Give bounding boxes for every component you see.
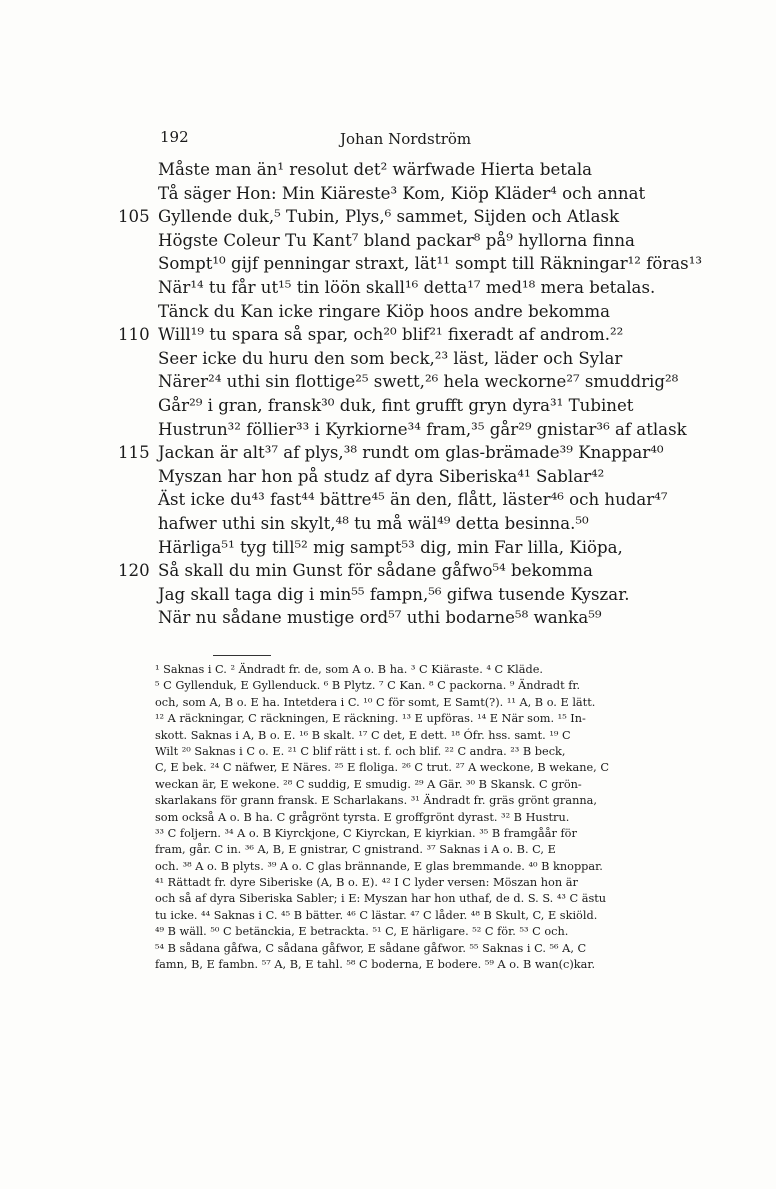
footnote-line: och så af dyra Siberiska Sabler; i E: Myszan har hon uthaf, de d. S. S. ⁴³ C ästu	[155, 892, 607, 906]
line-text: Måste man än¹ resolut det² wärfwade Hierta betala	[158, 160, 593, 179]
poem-line	[0, 252, 776, 276]
poem-line	[0, 300, 776, 324]
line-number: 115	[118, 443, 150, 463]
poem-line	[0, 182, 776, 206]
line-text: Härliga⁵¹ tyg till⁵² mig sampt⁵³ dig, min Far lilla, Kiöpa,	[158, 537, 623, 557]
footnote-line: C, E bek. ²⁴ C näfwer, E Näres. ²⁵ E floliga. ²⁶ C trut. ²⁷ A weckone, B wekane, C	[155, 761, 609, 775]
poem-line	[0, 418, 776, 442]
line-number: 110	[118, 325, 150, 345]
page-number: 192	[160, 128, 189, 146]
footnote-line: ⁵⁴ B sådana gåfwa, C sådana gåfwor, E sådane gåfwor. ⁵⁵ Saknas i C. ⁵⁶ A, C	[155, 941, 587, 955]
footnote-line: Wilt ²⁰ Saknas i C o. E. ²¹ C blif rätt i st. f. och blif. ²² C andra. ²³ B beck,	[155, 744, 566, 758]
line-text: Äst icke du⁴³ fast⁴⁴ bättre⁴⁵ än den, flått, läster⁴⁶ och hudar⁴⁷	[158, 490, 668, 510]
footnote-line: fram, går. C in. ³⁶ A, B, E gnistrar, C gnistrand. ³⁷ Saknas i A o. B. C, E	[155, 843, 556, 857]
line-number: 105	[118, 207, 150, 227]
footnote-line: som också A o. B ha. C grågrönt tyrsta. E groffgrönt dyrast. ³² B Hustru.	[155, 810, 570, 824]
line-text: hafwer uthi sin skylt,⁴⁸ tu må wäl⁴⁹ detta besinna.⁵⁰	[158, 513, 589, 533]
poem-line	[0, 536, 776, 560]
poem-line	[0, 441, 776, 465]
poem-line	[0, 583, 776, 607]
line-text: Tå säger Hon: Min Kiäreste³ Kom, Kiöp Kläder⁴ och annat	[158, 183, 646, 203]
running-head: Johan Nordström	[340, 130, 472, 148]
line-text: Högste Coleur Tu Kant⁷ bland packar⁸ på⁹ hyllorna finna	[158, 230, 635, 250]
poem-line	[0, 606, 776, 630]
footnote-line: skarlakans för grann fransk. E Scharlakans. ³¹ Ändradt fr. gräs grönt granna,	[155, 794, 597, 808]
line-text: Jag skall taga dig i min⁵⁵ fampn,⁵⁶ gifwa tusende Kyszar.	[158, 584, 630, 604]
poem-line	[0, 465, 776, 489]
poem-line	[0, 370, 776, 394]
line-text: Går²⁹ i gran, fransk³⁰ duk, fint grufft gryn dyra³¹ Tubinet	[158, 395, 634, 415]
poem-line	[0, 276, 776, 300]
footnote-line: tu icke. ⁴⁴ Saknas i C. ⁴⁵ B bätter. ⁴⁶ C lästar. ⁴⁷ C låder. ⁴⁸ B Skult, C, E skiöld.	[155, 908, 598, 922]
line-text: Will¹⁹ tu spara så spar, och²⁰ blif²¹ fixeradt af androm.²²	[158, 325, 624, 345]
line-text: Hustrun³² föllier³³ i Kyrkiorne³⁴ fram,³⁵ går²⁹ gnistar³⁶ af atlask	[158, 419, 687, 439]
poem-line	[0, 559, 776, 583]
poem-line	[0, 205, 776, 229]
footnotes	[155, 662, 683, 973]
line-text: Myszan har hon på studz af dyra Siberiska⁴¹ Sablar⁴²	[158, 466, 605, 486]
poem-line	[0, 394, 776, 418]
footnote-rule	[213, 655, 271, 656]
footnote-line: ¹ Saknas i C. ² Ändradt fr. de, som A o. B ha. ³ C Kiäraste. ⁴ C Kläde.	[155, 663, 544, 676]
poem-line	[0, 229, 776, 253]
line-text: Tänck du Kan icke ringare Kiöp hoos andre bekomma	[158, 301, 610, 321]
line-text: Gyllende duk,⁵ Tubin, Plys,⁶ sammet, Sijden och Atlask	[158, 207, 620, 227]
footnote-line: famn, B, E fambn. ⁵⁷ A, B, E tahl. ⁵⁸ C boderna, E bodere. ⁵⁹ A o. B wan(c)kar.	[155, 958, 596, 972]
footnote-line: skott. Saknas i A, B o. E. ¹⁶ B skalt. ¹⁷ C det, E dett. ¹⁸ Ófr. hss. samt. ¹⁹ C	[155, 728, 571, 742]
line-text: Sompt¹⁰ gijf penningar straxt, lät¹¹ sompt till Räkningar¹² föras¹³	[158, 254, 702, 274]
poem-line	[0, 158, 776, 182]
footnote-line: ¹² A räckningar, C räckningen, E räckning. ¹³ E upföras. ¹⁴ E När som. ¹⁵ In-	[155, 712, 586, 726]
footnote-line: ³³ C foljern. ³⁴ A o. B Kiyrckjone, C Kiyrckan, E kiyrkian. ³⁵ B framgåår för	[155, 826, 577, 840]
footnote-line: ⁴⁹ B wäll. ⁵⁰ C betänckia, E betrackta. ⁵¹ C, E härligare. ⁵² C för. ⁵³ C och.	[155, 925, 569, 939]
poem-text	[0, 158, 776, 630]
footnote-line: ⁴¹ Rättadt fr. dyre Siberiske (A, B o. E). ⁴² I C lyder versen: Möszan hon är	[155, 876, 578, 890]
footnote-line: och. ³⁸ A o. B plyts. ³⁹ A o. C glas brännande, E glas bremmande. ⁴⁰ B knoppar.	[155, 859, 603, 873]
footnote-line: weckan är, E wekone. ²⁸ C suddig, E smudig. ²⁹ A Gär. ³⁰ B Skansk. C grön-	[155, 777, 582, 791]
line-text: Så skall du min Gunst för sådane gåfwo⁵⁴ bekomma	[158, 561, 593, 581]
footnote-line: ⁵ C Gyllenduk, E Gyllenduck. ⁶ B Plytz. ⁷ C Kan. ⁸ C packorna. ⁹ Ändradt fr.	[155, 679, 581, 693]
poem-line	[0, 512, 776, 536]
line-text: Jackan är alt³⁷ af plys,³⁸ rundt om glas-brämade³⁹ Knappar⁴⁰	[158, 443, 664, 463]
poem-line	[0, 488, 776, 512]
line-number: 120	[118, 561, 150, 581]
poem-line	[0, 323, 776, 347]
line-text: Seer icke du huru den som beck,²³ läst, läder och Sylar	[158, 348, 623, 368]
line-text: När¹⁴ tu får ut¹⁵ tin löön skall¹⁶ detta¹⁷ med¹⁸ mera betalas.	[158, 277, 656, 297]
footnote-line: och, som A, B o. E ha. Intetdera i C. ¹⁰ C för somt, E Samt(?). ¹¹ A, B o. E lätt.	[155, 695, 596, 709]
line-text: Närer²⁴ uthi sin flottige²⁵ swett,²⁶ hela weckorne²⁷ smuddrig²⁸	[158, 372, 679, 392]
poem-line	[0, 347, 776, 371]
line-text: När nu sådane mustige ord⁵⁷ uthi bodarne⁵⁸ wanka⁵⁹	[158, 608, 602, 628]
